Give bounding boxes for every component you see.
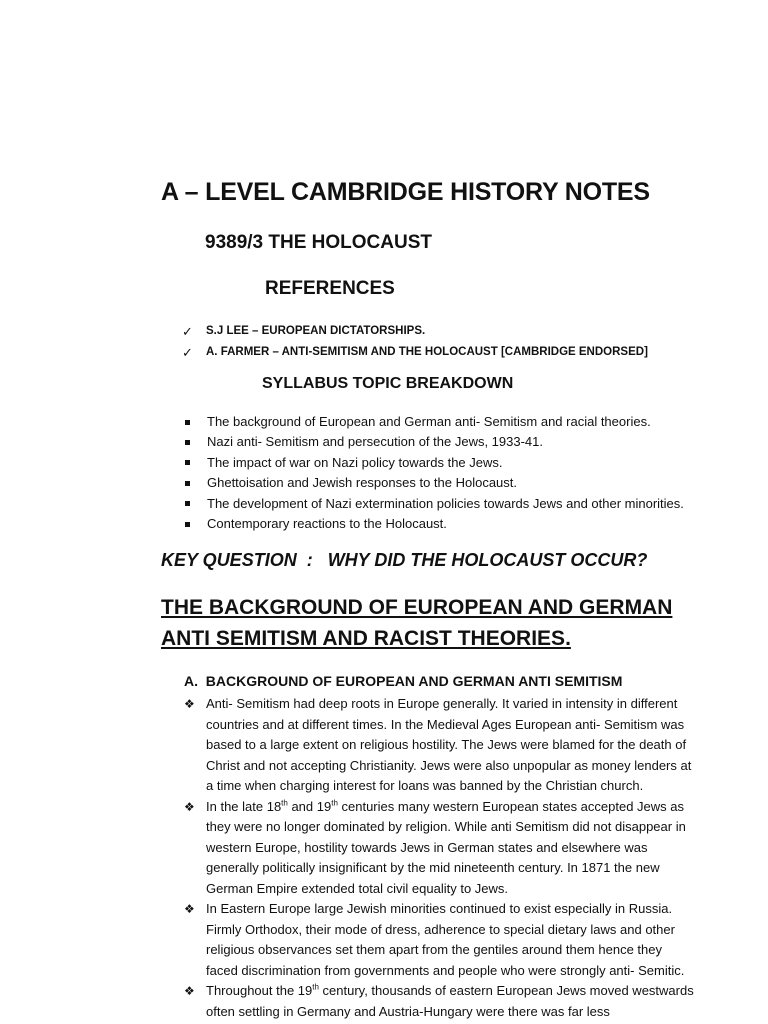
paragraph-line: In the late 18th and 19th centuries many western European states accepted Jews as xyxy=(206,798,685,814)
diamond-bullet-icon: ❖ xyxy=(184,697,195,711)
diamond-bullet-icon: ❖ xyxy=(184,984,195,998)
paragraph-line: religious observances set them apart from the gentiles around them hence they xyxy=(206,942,662,957)
syllabus-list xyxy=(185,412,684,534)
syllabus-item xyxy=(185,494,684,514)
paragraph-line: faced discrimination from governments and people who were strongly anti- Semitic. xyxy=(206,962,685,978)
syllabus-text: Contemporary reactions to the Holocaust. xyxy=(207,515,447,531)
syllabus-heading: SYLLABUS TOPIC BREAKDOWN xyxy=(262,375,514,392)
paragraph-line: countries and at different times. In the Medieval Ages European anti- Semitism was xyxy=(206,716,685,732)
syllabus-item xyxy=(185,453,684,473)
paragraph-line: In Eastern Europe large Jewish minorities continued to exist especially in Russia. xyxy=(206,901,673,916)
paragraph-line: German Empire extended total civil equality to Jews. xyxy=(206,880,509,896)
diamond-bullet-icon: ❖ xyxy=(184,799,195,814)
square-bullet-icon xyxy=(185,420,190,425)
syllabus-text: The background of European and German anti- Semitism and racial theories. xyxy=(207,414,651,429)
paper-subtitle: 9389/3 THE HOLOCAUST xyxy=(205,232,432,253)
check-icon: ✓ xyxy=(182,324,193,339)
paragraph-line: based to a large extent on religious hostility. The Jews were blamed for the death of xyxy=(206,737,687,752)
paragraph-item xyxy=(184,981,754,1022)
paragraph-line: they were no longer dominated by religion. While anti Semitism did not disappear in xyxy=(206,819,686,834)
page-title: A – LEVEL CAMBRIDGE HISTORY NOTES xyxy=(161,178,650,206)
section-heading xyxy=(161,592,741,654)
syllabus-text: The impact of war on Nazi policy towards the Jews. xyxy=(207,454,503,470)
paragraph-item xyxy=(184,899,754,981)
paragraph-line: a time when charging interest for loans was banned by the Christian church. xyxy=(206,778,644,793)
syllabus-item xyxy=(185,473,684,493)
syllabus-text: Ghettoisation and Jewish responses to the Holocaust. xyxy=(207,475,518,491)
syllabus-item xyxy=(185,412,684,432)
syllabus-text: Nazi anti- Semitism and persecution of the Jews, 1933-41. xyxy=(207,434,544,450)
subsection-heading: A. BACKGROUND OF EUROPEAN AND GERMAN ANTI SEMITISM xyxy=(184,673,623,689)
square-bullet-icon xyxy=(185,481,190,486)
square-bullet-icon xyxy=(185,440,190,445)
paragraph-line: Anti- Semitism had deep roots in Europe generally. It varied in intensity in different xyxy=(206,696,678,711)
key-question: KEY QUESTION : WHY DID THE HOLOCAUST OCCUR? xyxy=(161,550,648,570)
square-bullet-icon xyxy=(185,460,190,465)
paragraph-line: Christ and not accepting Christianity. Jews were also unpopular as money lenders at xyxy=(206,757,692,773)
section-heading-line: ANTI SEMITISM AND RACIST THEORIES. xyxy=(161,627,571,650)
paragraph-line: western Europe, hostility towards Jews in German states and elsewhere was xyxy=(206,839,648,855)
reference-item xyxy=(182,321,648,342)
paragraph-line: Throughout the 19th century, thousands of eastern European Jews moved westwards xyxy=(206,982,694,998)
check-icon: ✓ xyxy=(182,345,193,360)
diamond-bullet-icon: ❖ xyxy=(184,902,195,916)
syllabus-item xyxy=(185,432,684,452)
paragraph-line: generally politically insignificant by the mid nineteenth century. In 1871 the new xyxy=(206,860,660,875)
paragraph-line: Firmly Orthodox, their mode of dress, adherence to special dietary laws and other xyxy=(206,921,675,937)
square-bullet-icon xyxy=(185,522,190,527)
paragraph-item xyxy=(184,797,754,900)
section-heading-line: THE BACKGROUND OF EUROPEAN AND GERMAN xyxy=(161,596,673,619)
square-bullet-icon xyxy=(185,501,190,506)
body-paragraph-list xyxy=(184,694,754,1022)
references-heading: REFERENCES xyxy=(265,278,395,299)
reference-text: A. FARMER – ANTI-SEMITISM AND THE HOLOCAUST [CAMBRIDGE ENDORSED] xyxy=(206,346,648,358)
references-list xyxy=(182,321,648,363)
paragraph-line: often settling in Germany and Austria-Hungary were there was far less xyxy=(206,1003,610,1019)
reference-item xyxy=(182,342,648,363)
syllabus-text: The development of Nazi extermination policies towards Jews and other minorities. xyxy=(207,495,684,511)
paragraph-item xyxy=(184,694,754,797)
syllabus-item xyxy=(185,514,684,534)
reference-text: S.J LEE – EUROPEAN DICTATORSHIPS. xyxy=(206,325,426,337)
